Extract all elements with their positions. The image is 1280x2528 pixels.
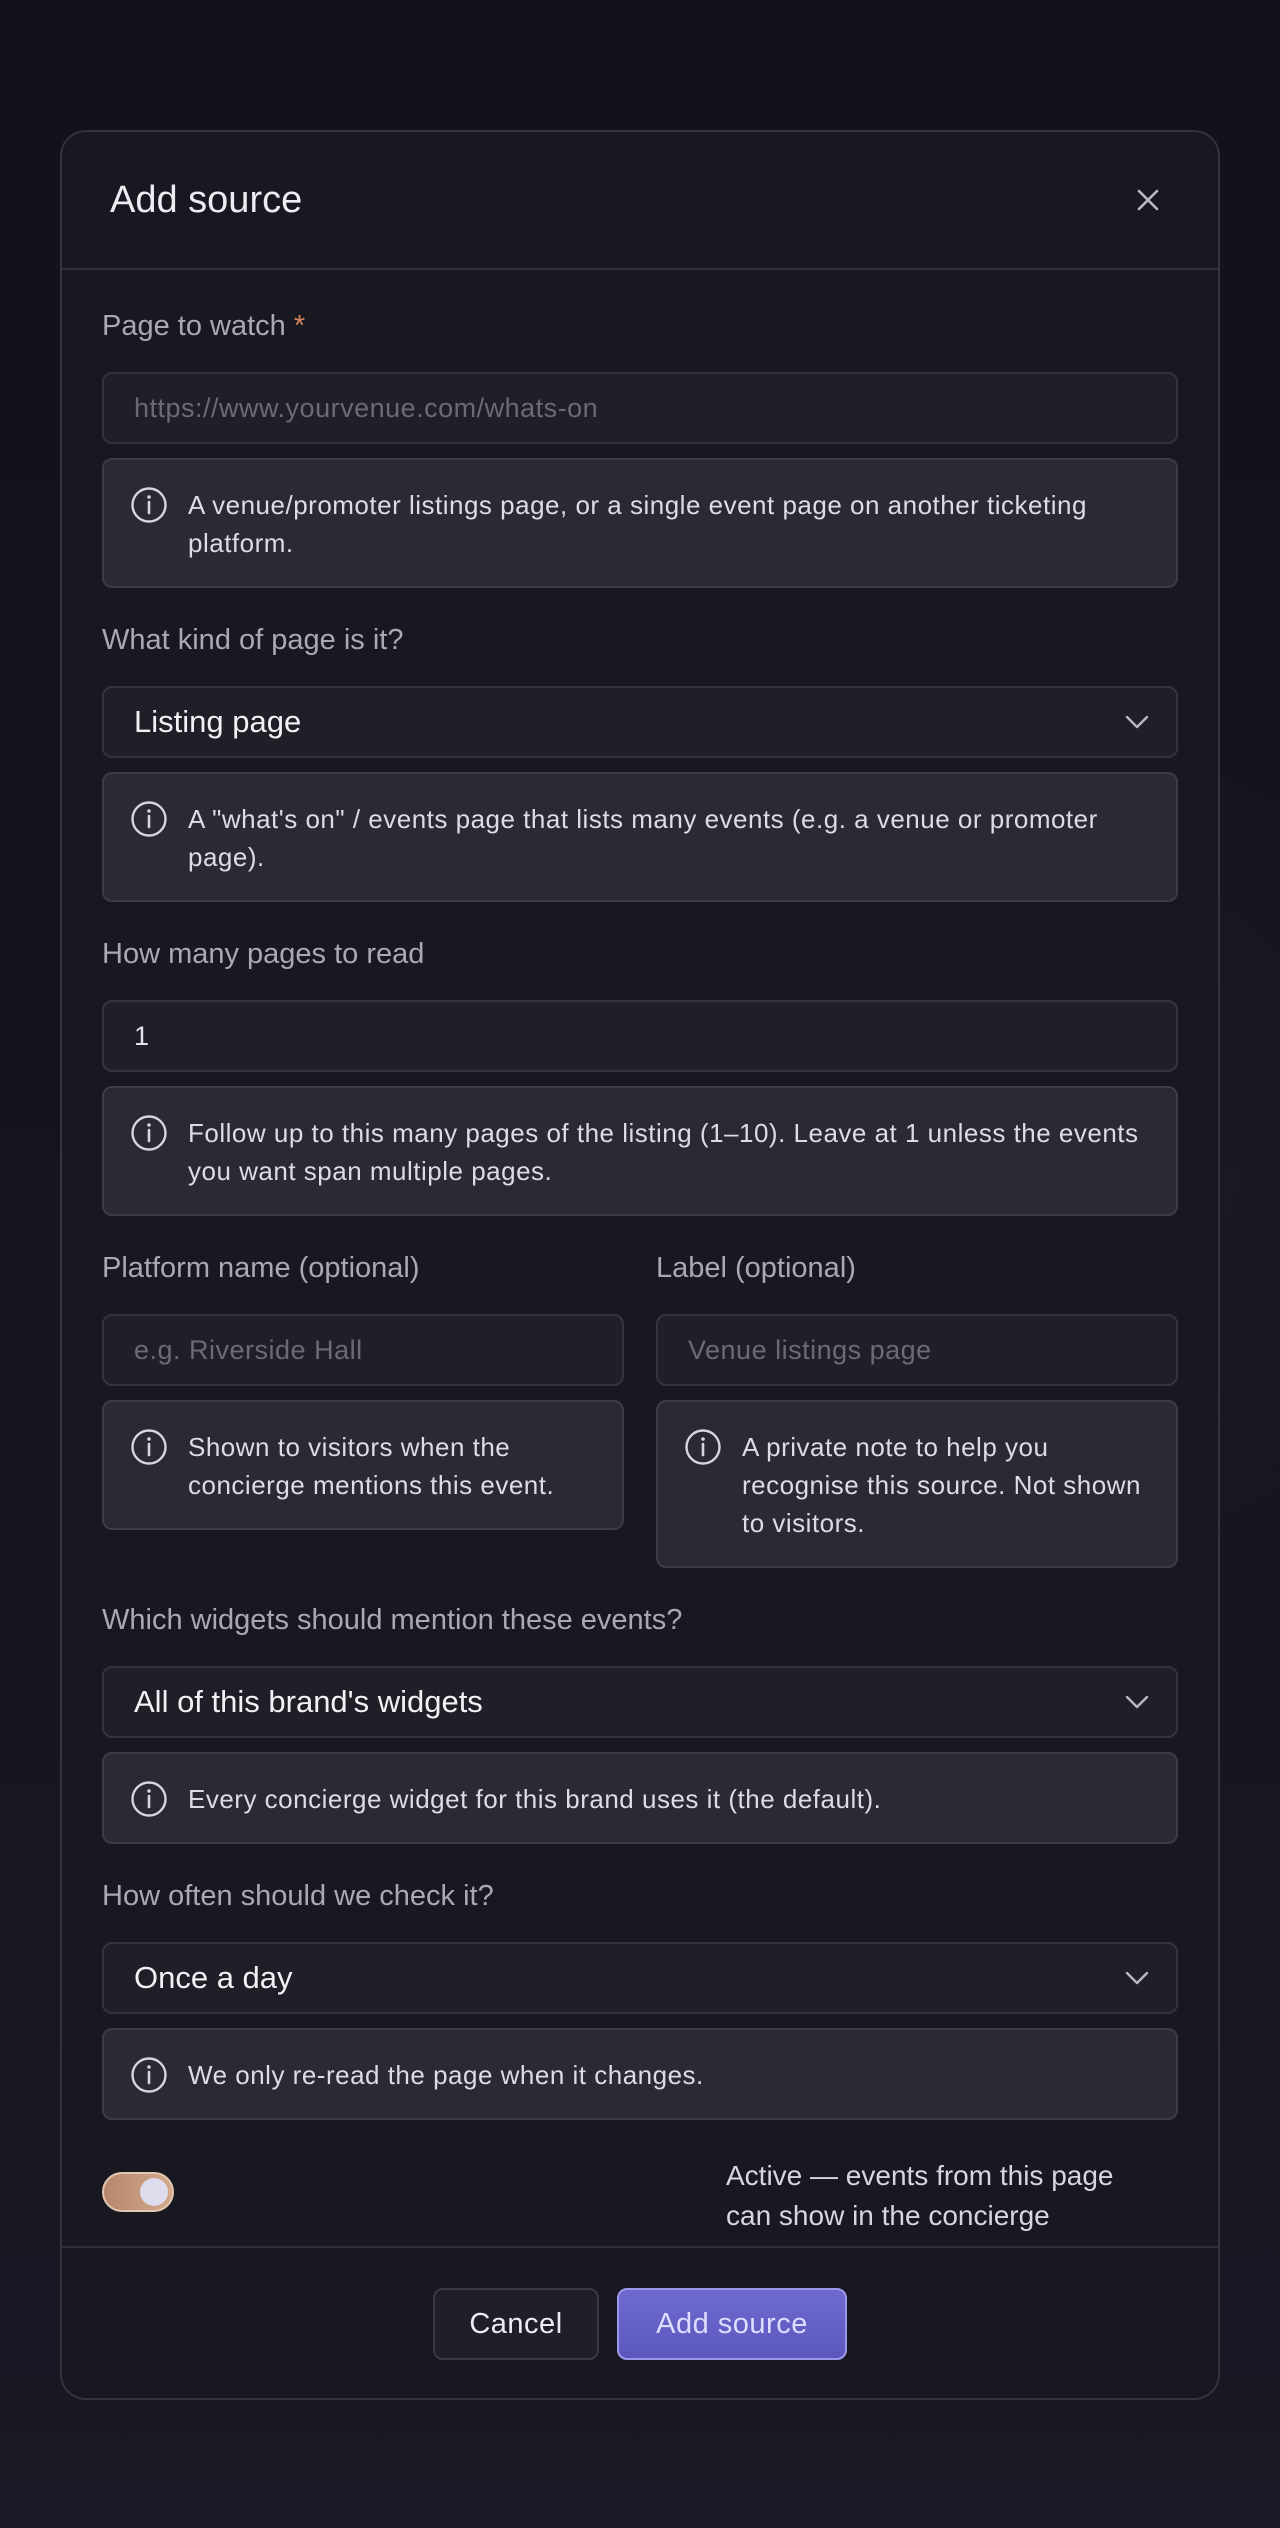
dialog-header bbox=[62, 132, 1218, 270]
page-kind-label: What kind of page is it? bbox=[102, 624, 404, 656]
info-icon bbox=[130, 1428, 168, 1466]
frequency-value: Once a day bbox=[134, 1960, 293, 1995]
dialog-title: Add source bbox=[110, 178, 303, 221]
hint-text: A private note to help you recognise this source. Not shown to visitors. bbox=[742, 1432, 1141, 1538]
info-icon bbox=[130, 486, 168, 524]
info-icon bbox=[130, 800, 168, 838]
platform-name-field bbox=[102, 1252, 624, 1568]
info-icon bbox=[130, 1114, 168, 1152]
dialog-footer bbox=[62, 2246, 1218, 2398]
hint-text: We only re-read the page when it changes. bbox=[188, 2060, 704, 2090]
page-to-watch-label: Page to watch * bbox=[102, 310, 306, 342]
required-marker: * bbox=[293, 310, 306, 342]
info-icon bbox=[130, 1780, 168, 1818]
info-icon bbox=[684, 1428, 722, 1466]
page-kind-field bbox=[102, 624, 1178, 902]
cancel-button[interactable]: Cancel bbox=[433, 2288, 599, 2360]
source-label-input[interactable] bbox=[656, 1314, 1178, 1386]
dialog-body bbox=[62, 270, 1218, 2266]
add-source-dialog bbox=[60, 130, 1220, 2400]
page-kind-select[interactable] bbox=[102, 686, 1178, 758]
name-label-row bbox=[102, 1252, 1178, 1568]
page-kind-hint bbox=[102, 772, 1178, 902]
hint-text: Every concierge widget for this brand uses it (the default). bbox=[188, 1784, 882, 1814]
source-label-field bbox=[656, 1252, 1178, 1568]
toggle-knob bbox=[140, 2178, 168, 2206]
source-label-hint bbox=[656, 1400, 1178, 1568]
active-label: Active — events from this page can show in the concierge bbox=[726, 2160, 1114, 2231]
platform-name-input[interactable] bbox=[102, 1314, 624, 1386]
page-to-watch-field bbox=[102, 310, 1178, 588]
frequency-field bbox=[102, 1880, 1178, 2120]
hint-text: A venue/promoter listings page, or a single event page on another ticketing platform. bbox=[188, 490, 1087, 558]
pages-to-read-input[interactable] bbox=[102, 1000, 1178, 1072]
close-icon bbox=[1135, 187, 1161, 213]
platform-name-label: Platform name (optional) bbox=[102, 1252, 420, 1284]
pages-to-read-label: How many pages to read bbox=[102, 938, 425, 970]
frequency-select[interactable] bbox=[102, 1942, 1178, 2014]
pages-to-read-hint bbox=[102, 1086, 1178, 1216]
source-label-label: Label (optional) bbox=[656, 1252, 856, 1284]
hint-text: A "what's on" / events page that lists many events (e.g. a venue or promoter page). bbox=[188, 804, 1098, 872]
platform-name-hint bbox=[102, 1400, 624, 1530]
frequency-hint bbox=[102, 2028, 1178, 2120]
frequency-label: How often should we check it? bbox=[102, 1880, 494, 1912]
pages-to-read-field bbox=[102, 938, 1178, 1216]
page-url-input[interactable] bbox=[102, 372, 1178, 444]
widgets-field bbox=[102, 1604, 1178, 1844]
add-source-button[interactable]: Add source bbox=[617, 2288, 847, 2360]
hint-text: Shown to visitors when the concierge mentions this event. bbox=[188, 1432, 555, 1500]
widgets-value: All of this brand's widgets bbox=[134, 1684, 483, 1719]
chevron-down-icon bbox=[1124, 714, 1150, 730]
info-icon bbox=[130, 2056, 168, 2094]
widgets-hint bbox=[102, 1752, 1178, 1844]
close-button[interactable] bbox=[1126, 178, 1170, 222]
chevron-down-icon bbox=[1124, 1694, 1150, 1710]
widgets-select[interactable] bbox=[102, 1666, 1178, 1738]
page-kind-value: Listing page bbox=[134, 704, 302, 739]
widgets-label: Which widgets should mention these events? bbox=[102, 1604, 683, 1636]
hint-text: Follow up to this many pages of the listing (1–10). Leave at 1 unless the events you want span multiple pages. bbox=[188, 1118, 1139, 1186]
page-url-hint bbox=[102, 458, 1178, 588]
chevron-down-icon bbox=[1124, 1970, 1150, 1986]
active-toggle[interactable] bbox=[102, 2172, 174, 2212]
